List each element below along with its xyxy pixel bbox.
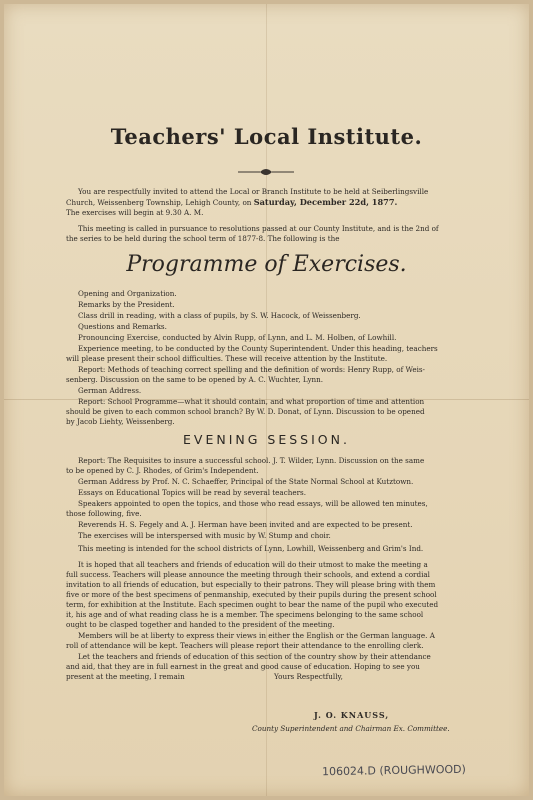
programme-item: Experience meeting, to be conducted by the County Superintendent. Under this heading, teachers xyxy=(78,344,438,353)
closing-line: Let the teachers and friends of education of this section of the country show by their attendance xyxy=(78,652,431,661)
closing-line: invitation to all friends of education, but especially to their patrons. They will please bring with them xyxy=(66,580,436,589)
signatory-name: J. O. KNAUSS, xyxy=(314,710,390,720)
closing-line: and aid, that they are in full earnest in the great and good cause of education. Hoping to see you xyxy=(66,662,420,671)
programme-heading: Programme of Exercises. xyxy=(126,252,407,277)
closing-line: term, for exhibition at the Institute. Each specimen ought to bear the name of the pupil who executed xyxy=(66,600,439,609)
evening-item: Essays on Educational Topics will be read by several teachers. xyxy=(78,488,307,497)
sign-off: Yours Respectfully, xyxy=(274,672,343,681)
closing-line: roll of attendance will be kept. Teachers will please report their attendance to the enrolling clerk. xyxy=(66,641,424,650)
programme-item: senberg. Discussion on the same to be opened by A. C. Wuchter, Lynn. xyxy=(66,375,324,384)
evening-item: to be opened by C. J. Rhodes, of Grim's Independent. xyxy=(66,466,259,475)
handwritten-catalog-note: 106024.D (ROUGHWOOD) xyxy=(321,762,466,779)
programme-item: will please present their school difficulties. These will receive attention by the Institute. xyxy=(66,354,388,363)
signatory-title: County Superintendent and Chairman Ex. Committee. xyxy=(252,724,450,733)
ornament-divider xyxy=(236,166,296,178)
programme-item: by Jacob Liehty, Weissenberg. xyxy=(66,417,175,426)
event-date: Saturday, December 22d, 1877. xyxy=(253,197,398,207)
programme-item: Opening and Organization. xyxy=(78,289,177,298)
programme-item: Report: School Programme—what it should contain, and what proportion of time and attention xyxy=(78,397,425,406)
evening-item: Reverends H. S. Fegely and A. J. Herman have been invited and are expected to be present. xyxy=(78,520,413,529)
closing-line: It is hoped that all teachers and friends of education will do their utmost to make the meeting a xyxy=(78,560,428,569)
intro-text: Church, Weissenberg Township, Lehigh County, on xyxy=(66,198,252,207)
programme-item: Remarks by the President. xyxy=(78,300,175,309)
programme-item: Class drill in reading, with a class of pupils, by S. W. Hacock, of Weissenberg. xyxy=(78,311,361,320)
evening-item: German Address by Prof. N. C. Schaeffer, Principal of the State Normal School at Kutztown. xyxy=(78,477,414,486)
programme-item: Report: Methods of teaching correct spelling and the definition of words: Henry Rupp, of Weis- xyxy=(78,365,425,374)
closing-line: ought to be clasped together and handed to the president of the meeting. xyxy=(66,620,335,629)
evening-item: The exercises will be interspersed with music by W. Stump and choir. xyxy=(78,531,331,540)
document-title: Teachers' Local Institute. xyxy=(110,124,423,149)
evening-heading: EVENING SESSION. xyxy=(183,432,350,447)
programme-item: should be given to each common school branch? By W. D. Donat, of Lynn. Discussion to be opened xyxy=(66,407,425,416)
evening-item: Speakers appointed to open the topics, and those who read essays, will be allowed ten minutes, xyxy=(78,499,428,508)
closing-line: five or more of the best specimens of penmanship, executed by their pupils during the present school xyxy=(66,590,437,599)
evening-item: This meeting is intended for the school districts of Lynn, Lowhill, Weissenberg and Grim's Ind. xyxy=(78,544,424,553)
intro-line: the series to be held during the school term of 1877-8. The following is the xyxy=(66,234,340,243)
document-sheet xyxy=(4,4,529,796)
intro-line: This meeting is called in pursuance to resolutions passed at our County Institute, and is the 2nd of xyxy=(78,224,439,233)
evening-item: those following, five. xyxy=(66,509,142,518)
closing-line: Members will be at liberty to express their views in either the English or the German language. A xyxy=(78,631,435,640)
closing-line: full success. Teachers will please announce the meeting through their schools, and extend a cordial xyxy=(66,570,430,579)
closing-line: it, his age and of what reading class he is a member. The specimens belonging to the same school xyxy=(66,610,424,619)
closing-line: present at the meeting, I remain xyxy=(66,672,185,681)
programme-item: Questions and Remarks. xyxy=(78,322,167,331)
intro-line xyxy=(66,197,476,208)
evening-item: Report: The Requisites to insure a successful school. J. T. Wilder, Lynn. Discussion on the same xyxy=(78,456,425,465)
programme-item: Pronouncing Exercise, conducted by Alvin Rupp, of Lynn, and L. M. Holben, of Lowhill. xyxy=(78,333,397,342)
programme-item: German Address. xyxy=(78,386,142,395)
intro-line: You are respectfully invited to attend the Local or Branch Institute to be held at Seiberlingsville xyxy=(78,187,429,196)
intro-line: The exercises will begin at 9.30 A. M. xyxy=(66,208,204,217)
